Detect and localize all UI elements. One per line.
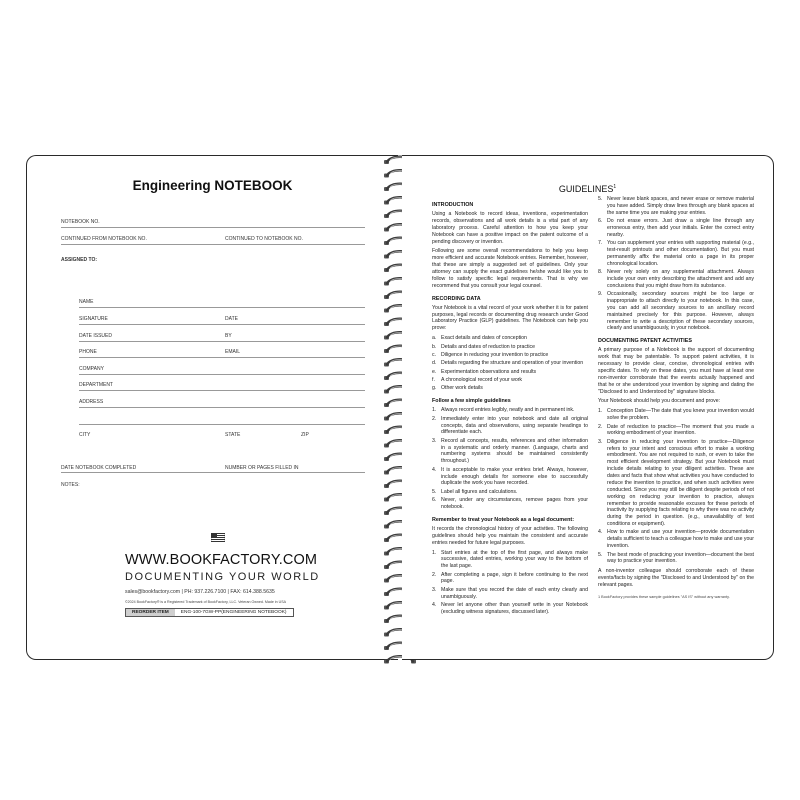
field-line bbox=[79, 374, 365, 375]
field-email: EMAIL bbox=[225, 349, 241, 355]
list-item: 8. Never rely solely on any supplemental attachment. Always include your own entry describing the attachment and add any conclusions that you might draw from its substance. bbox=[598, 269, 754, 289]
patent-paragraph: Your Notebook should help you document and prove: bbox=[598, 398, 721, 405]
field-date: DATE bbox=[225, 316, 238, 322]
field-signature: SIGNATURE bbox=[79, 316, 108, 322]
field-line bbox=[79, 307, 365, 308]
field-line bbox=[79, 324, 365, 325]
field-line bbox=[79, 424, 365, 425]
field-line bbox=[79, 341, 365, 342]
list-item: 3. Diligence in reducing your invention to practice—Diligence refers to your intent and conscious effort to make a working embodiment. You are not required to rush, or even to take the most efficient development strategy. But your Notebook must include details relating to your diligent activities. These are dates and facts that show what activities you have conducted to reduce the invention to practice, and when such activities were conducted. Since you may still be diligent despite periods of not working on reducing your invention to practice, always remember to provide reasonable excuses for these periods of inactivity by supplying facts relating to why there was no activity during the period in question. (e.g., unavailability of test conditions or equipment). bbox=[598, 438, 754, 528]
legal-heading: Remember to treat your Notebook as a legal document: bbox=[432, 516, 574, 523]
field-name: NAME bbox=[79, 299, 94, 305]
field-line bbox=[61, 472, 365, 473]
recording-paragraph: Your Notebook is a vital record of your work whether it is for patent purposes, legal records or documenting drug research under Good Laboratory Practice (GLP) guidelines. The Notebook can help you prove: bbox=[432, 304, 588, 332]
guidelines-title-text: GUIDELINES bbox=[558, 184, 614, 194]
brand-copyright: ©2024 BookFactory® is a Registered Trademark of BookFactory, LLC. Veteran Owned. Made in USA bbox=[125, 600, 287, 604]
intro-paragraph: Following are some overall recommendations to help you keep more efficient and accurate Notebook entries. Remember, however, that these are simply a suggested set of guidelines. Only your attorney can supply the exact guidelines he/she would like you to follow to satisfy specific legal requirements. That is why we recommend that you consult your legal counsel. bbox=[432, 248, 588, 289]
list-item: b. Details and dates of reduction to practice bbox=[432, 343, 536, 350]
field-date-issued: DATE ISSUED bbox=[79, 333, 112, 339]
guidelines-right-column bbox=[598, 196, 754, 600]
list-item: a. Exact details and dates of conception bbox=[432, 335, 527, 342]
brand-url: WWW.BOOKFACTORY.COM bbox=[125, 552, 318, 568]
left-page bbox=[26, 155, 398, 660]
list-item: 9. Occasionally, secondary sources might be too large or inappropriate to attach directly to your notebook. In this case, you can add all secondary sources to an ancillary record maintained precisely for this purpose. However, always remember to write a description of these secondary sources, clearly and unambiguously, in your notebook. bbox=[598, 291, 754, 332]
guidelines-title bbox=[402, 184, 773, 194]
field-department: DEPARTMENT bbox=[79, 382, 113, 388]
intro-paragraph: Using a Notebook to record ideas, inventions, experimentation records, observations and all work details is a vital part of any laboratory process. Careful attention to how you keep your Notebook can have a positive impact on the patent outcome of a pending discovery or invention. bbox=[432, 211, 588, 245]
recording-heading: RECORDING DATA bbox=[432, 295, 481, 302]
legal-paragraph: It records the chronological history of your activities. The following guidelines should help you maintain the consistent and accurate entries needed for future legal purposes. bbox=[432, 525, 588, 546]
list-item: 7. You can supplement your entries with supporting material (e.g., test-result printouts and other documentation). But you must permanently affix the material onto a page in its proper chronological location. bbox=[598, 240, 754, 267]
field-zip: ZIP bbox=[301, 432, 309, 438]
list-item: 4. Never let anyone other than yourself write in your Notebook (excluding witness signatures, discussed later). bbox=[432, 602, 588, 615]
field-line bbox=[79, 357, 365, 358]
list-item: 1. Conception Date—The date that you knew your invention would solve the problem. bbox=[598, 408, 754, 422]
list-item: f. A chronological record of your work bbox=[432, 376, 523, 383]
list-item: 1. Start entries at the top of the first page, and always make successive, dated entries, working your way to the bottom of the last page. bbox=[432, 549, 588, 570]
brand-tagline: DOCUMENTING YOUR WORLD bbox=[125, 571, 320, 583]
list-item: 2. Immediately enter into your notebook and date all original concepts, data and observations, using separate headings to differentiate each. bbox=[432, 415, 588, 436]
field-city: CITY bbox=[79, 432, 91, 438]
list-item: 2. Date of reduction to practice—The moment that you made a working embodiment of your invention. bbox=[598, 423, 754, 437]
list-item: e. Experimentation observations and results bbox=[432, 368, 537, 375]
us-flag-icon bbox=[211, 533, 225, 542]
patent-list bbox=[598, 408, 754, 565]
field-phone: PHONE bbox=[79, 349, 97, 355]
field-continued-to: CONTINUED TO NOTEBOOK NO. bbox=[225, 236, 303, 242]
reorder-label: REORDER ITEM bbox=[126, 609, 175, 616]
patent-paragraph: A non-inventor colleague should corroborate each of these events/facts by signing the "Disclosed to and Understood by" on the relevant pages. bbox=[598, 568, 754, 588]
field-company: COMPANY bbox=[79, 366, 104, 372]
field-line bbox=[79, 407, 365, 408]
patent-heading: DOCUMENTING PATENT ACTIVITIES bbox=[598, 338, 692, 345]
field-date-completed: DATE NOTEBOOK COMPLETED bbox=[61, 465, 137, 471]
list-item: 5. Label all figures and calculations. bbox=[432, 488, 518, 495]
field-state: STATE bbox=[225, 432, 241, 438]
brand-contact: sales@bookfactory.com | PH: 937.226.7100 | FAX: 614.388.5635 bbox=[125, 589, 275, 595]
legal-list bbox=[432, 550, 588, 616]
list-item: 1. Always record entries legibly, neatly and in permanent ink. bbox=[432, 407, 575, 414]
field-line bbox=[79, 390, 365, 391]
recording-list bbox=[432, 335, 588, 392]
list-item: g. Other work details bbox=[432, 385, 483, 392]
list-item: 3. Record all concepts, results, references and other information in a systematic and orderly manner. (Language, charts and numbering systems should be maintained consistently throughout.) bbox=[432, 437, 588, 465]
list-item: 4. How to make and use your invention—provide documentation details sufficient to teach a colleague how to make and use your invention. bbox=[598, 529, 754, 550]
patent-paragraph: A primary purpose of a Notebook is the support of documenting work that may be patentable. To support patent activities, it is necessary to provide clear, concise, chronological entries with specific dates. To rely on these dates, you must have at least one non-inventor corroborate that the events actually happened and that he or she understood your invention by signing and dating the "Disclosed to and Understood by" signature blocks. bbox=[598, 347, 754, 395]
guidelines-title-sup: 1 bbox=[613, 184, 617, 190]
guidelines-left-column bbox=[432, 196, 588, 619]
simple-guidelines-list bbox=[432, 407, 588, 511]
right-page bbox=[402, 155, 774, 660]
list-item: d. Details regarding the structure and operation of your invention bbox=[432, 360, 584, 367]
field-pages-filled: NUMBER OR PAGES FILLED IN bbox=[225, 465, 299, 471]
field-address: ADDRESS bbox=[79, 399, 104, 405]
field-line bbox=[61, 227, 365, 228]
field-continued-from: CONTINUED FROM NOTEBOOK NO. bbox=[61, 236, 147, 242]
assigned-to-heading: ASSIGNED TO: bbox=[61, 257, 98, 263]
simple-guidelines-heading: Follow a few simple guidelines bbox=[432, 398, 511, 405]
list-item: 6. Never, under any circumstances, remove pages from your notebook. bbox=[432, 497, 588, 510]
legal-list-continued bbox=[598, 196, 754, 332]
list-item: 6. Do not erase errors. Just draw a single line through any erroneous entry, then add your initials. Enter the correct entry nearby. bbox=[598, 218, 754, 238]
field-notes: NOTES: bbox=[61, 482, 80, 488]
list-item: 5. The best mode of practicing your invention—document the best way to practice your invention. bbox=[598, 551, 754, 565]
reorder-box bbox=[125, 608, 294, 617]
intro-heading: INTRODUCTION bbox=[432, 202, 474, 208]
field-line bbox=[61, 244, 365, 245]
list-item: 2. After completing a page, sign it before continuing to the next page. bbox=[432, 571, 588, 585]
field-notebook-no: NOTEBOOK NO. bbox=[61, 219, 100, 225]
footnote: 1 BookFactory provides these sample guidelines "AS IS" without any warranty. bbox=[598, 594, 730, 599]
list-item: 4. It is acceptable to make your entries brief. Always, however, include enough details for someone else to successfully duplicate the work you have recorded. bbox=[432, 466, 588, 487]
list-item: c. Diligence in reducing your invention to practice bbox=[432, 351, 549, 358]
field-by: BY bbox=[225, 333, 232, 339]
reorder-code: ENG-100-7GW-PP(ENGINEERING NOTEBOOK) bbox=[180, 610, 287, 615]
notebook-title: Engineering NOTEBOOK bbox=[132, 178, 293, 193]
list-item: 5. Never leave blank spaces, and never erase or remove material you have added. Simply draw lines through any blank spaces at the same time you are making your entries. bbox=[598, 196, 754, 216]
list-item: 3. Make sure that you record the date of each entry clearly and unambiguously. bbox=[432, 586, 588, 600]
